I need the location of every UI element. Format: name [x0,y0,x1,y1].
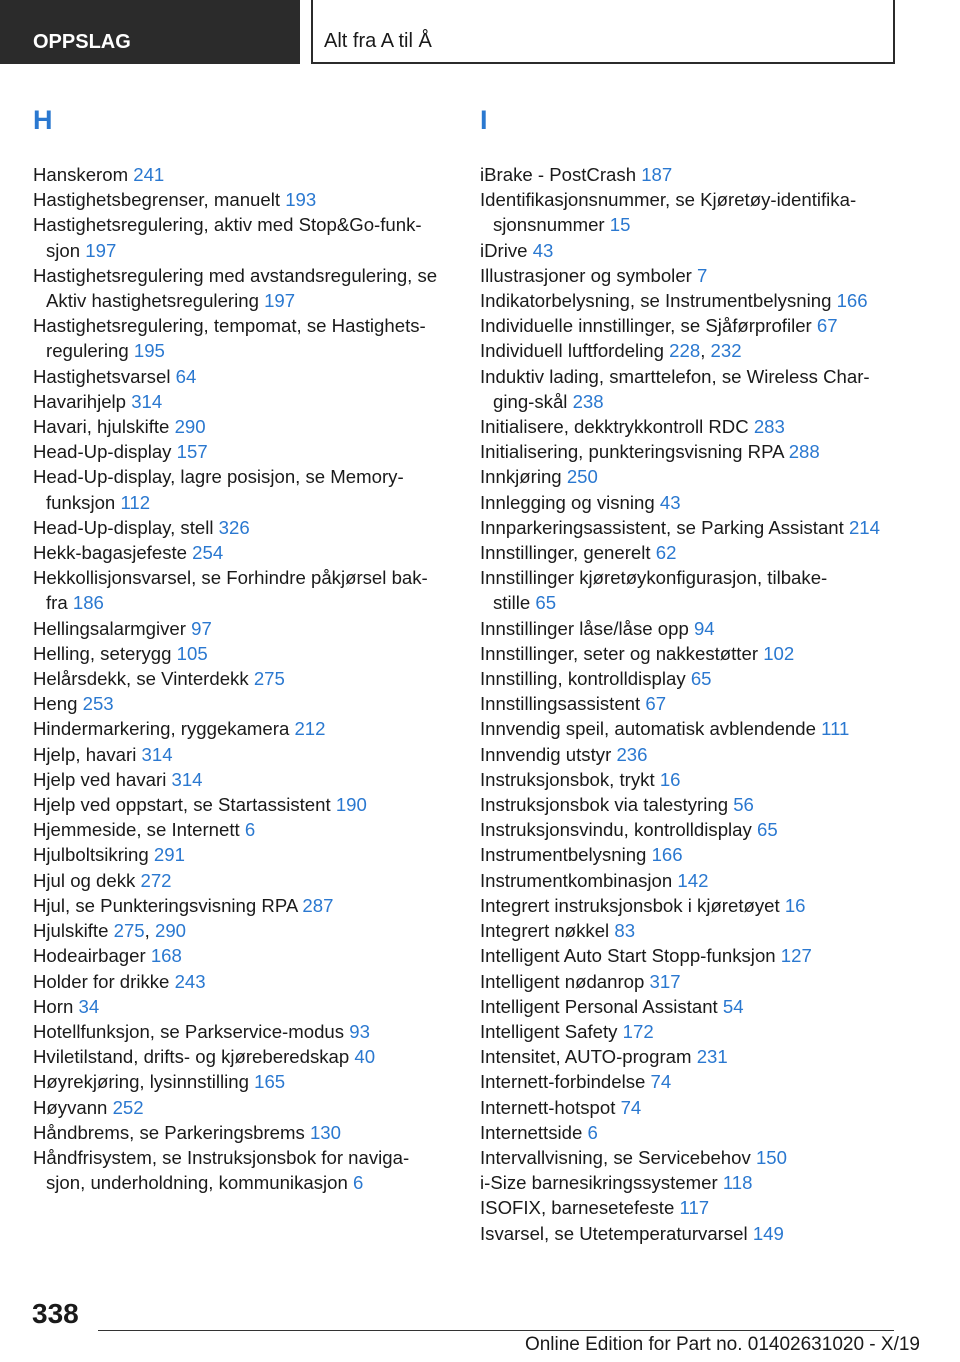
page-link[interactable]: 105 [176,642,208,664]
page-link[interactable]: 193 [285,189,317,211]
page-link[interactable]: 275 [253,668,285,690]
index-entry [480,313,900,338]
index-term: Integrert instruksjonsbok i kjøretøyet [480,894,780,916]
page-link[interactable]: 212 [294,718,326,740]
index-entry [33,1069,463,1094]
index-term: Hjelp ved oppstart, se Startassistent [33,794,331,816]
page-link[interactable]: 166 [836,290,868,312]
index-term: Helårsdekk, se Vinterdekk [33,668,249,690]
page-link[interactable]: 62 [655,542,677,564]
index-term: Hastighetsregulering, tempomat, se Hastighets- [33,315,426,337]
index-term: Instruksjonsbok, trykt [480,768,655,790]
index-entry [33,666,463,691]
index-term: Individuell luftfordeling [480,340,664,362]
page-link[interactable]: 34 [78,995,100,1017]
index-entry [33,414,463,439]
index-term: Høyrekjøring, lysinnstilling [33,1071,249,1093]
index-term: Helling, seterygg [33,642,172,664]
index-term: Instrumentkombinasjon [480,869,673,891]
index-term: Hodeairbager [33,945,146,967]
index-entry [33,994,463,1019]
index-term: Initialisere, dekktrykkontroll RDC [480,416,749,438]
index-term: sjonsnummer [493,214,605,236]
page-link[interactable]: 232 [710,340,742,362]
page-link[interactable]: 112 [120,491,151,513]
index-entry [33,969,463,994]
index-term: Hastighetsregulering, aktiv med Stop&Go-funk- [33,214,422,236]
index-entry [480,187,900,212]
page-link[interactable]: 97 [191,617,212,639]
page-link[interactable]: 74 [650,1071,672,1093]
page-link[interactable]: 67 [816,315,838,337]
page-link[interactable]: 252 [112,1096,144,1118]
index-letter-h: H [33,105,53,135]
index-term: sjon, underholdning, kommunikasjon [46,1172,348,1194]
index-term: Intelligent Safety [480,1020,618,1042]
index-entry [33,792,463,817]
index-entry [33,691,463,716]
index-term: Innstilling, kontrolldisplay [480,668,686,690]
page-link[interactable]: 102 [763,642,795,664]
page-link[interactable]: 15 [609,214,631,236]
index-entry [480,162,900,187]
page-link[interactable]: 6 [352,1172,364,1194]
index-term: Innstillinger kjøretøykonfigurasjon, tilbake- [480,567,828,589]
index-term: iDrive [480,239,528,261]
index-term: Intelligent Personal Assistant [480,995,718,1017]
index-term: regulering [46,340,129,362]
index-term: Innstillinger, seter og nakkestøtter [480,642,759,664]
index-list-i [480,162,900,1246]
index-entry [33,389,463,414]
page-link[interactable]: 165 [254,1071,286,1093]
index-term: Hjulboltsikring [33,844,149,866]
page-link[interactable]: 127 [780,945,812,967]
index-term: ging-skål [493,390,568,412]
page-link[interactable]: 254 [192,542,224,564]
page-link[interactable]: 250 [566,466,598,488]
page-link[interactable]: 54 [722,995,744,1017]
edition-note: Online Edition for Part no. 01402631020 - X/19 [524,1334,920,1355]
page-link[interactable]: 317 [649,970,681,992]
index-entry [33,842,463,867]
index-entry [33,1145,463,1170]
index-entry: Individuell luftfordeling 228, 232 [480,340,742,362]
index-entry [33,742,463,767]
page-link[interactable]: 272 [140,869,172,891]
page-link[interactable]: 111 [821,718,850,740]
index-term: Innlegging og visning [480,491,655,513]
index-entry [480,893,900,918]
index-entry [480,464,900,489]
index-term: Intelligent Auto Start Stopp-funksjon [480,945,776,967]
index-entry [480,590,900,615]
index-entry [33,943,463,968]
index-term: Isvarsel, se Utetemperaturvarsel [480,1222,748,1244]
index-entry [33,1095,463,1120]
page-link[interactable]: 7 [697,264,708,286]
index-entry [480,1120,900,1145]
index-term: Hekk-bagasjefeste [33,542,187,564]
index-term: Hindermarkering, ryggekamera [33,718,290,740]
index-entry [480,1145,900,1170]
index-term: Hviletilstand, drifts- og kjøreberedskap [33,1046,350,1068]
header-tabs [0,0,960,66]
index-term: Internettside [480,1121,583,1143]
index-entry [33,540,463,565]
page-link[interactable]: 197 [264,290,296,312]
index-entry [480,1044,900,1069]
index-entry [33,439,463,464]
footer-divider [98,1330,894,1331]
index-list-h [33,162,463,1195]
index-entry [480,666,900,691]
page-link[interactable]: 326 [218,516,250,538]
page-link[interactable]: 43 [532,239,554,261]
index-term: Head-Up-display, lagre posisjon, se Memory- [33,466,404,488]
index-entry [480,868,900,893]
index-term: Hjulskifte [33,920,109,942]
index-entry [33,1120,463,1145]
page-link[interactable]: 6 [244,819,256,841]
index-term: Holder for drikke [33,970,170,992]
index-entry [480,742,900,767]
index-term: sjon [46,239,81,261]
page-link[interactable]: 118 [722,1172,753,1194]
page-link[interactable]: 56 [733,794,754,816]
index-entry [480,414,900,439]
index-term: Initialisering, punkteringsvisning RPA [480,441,784,463]
index-entry [33,817,463,842]
page-link[interactable]: 275 [113,920,145,942]
index-term: Innstillingsassistent [480,693,641,715]
index-entry [480,767,900,792]
page-link[interactable]: 287 [302,894,334,916]
index-term: Innvendig speil, automatisk avblendende [480,718,816,740]
index-entry [33,515,463,540]
index-term: Identifikasjonsnummer, se Kjøretøy-identifika- [480,189,857,211]
index-letter-i: I [480,105,488,135]
page-link[interactable]: 149 [752,1222,784,1244]
index-term: Head-Up-display, stell [33,516,214,538]
index-column-right [480,104,900,1246]
index-term: Hjul og dekk [33,869,136,891]
page-link[interactable]: 16 [659,768,681,790]
index-term: Intelligent nødanrop [480,970,645,992]
index-term: Heng [33,693,78,715]
page-link[interactable]: 195 [133,340,165,362]
index-term: Havari, hjulskifte [33,416,170,438]
page-link[interactable]: 166 [651,844,683,866]
index-entry [33,338,463,363]
index-entry [480,490,900,515]
index-entry [480,994,900,1019]
page-link[interactable]: 172 [622,1020,654,1042]
index-term: fra [46,592,68,614]
index-entry [480,238,900,263]
index-term: Havarihjelp [33,390,127,412]
index-entry [480,515,900,540]
index-term: Intensitet, AUTO-program [480,1046,692,1068]
index-term: Integrert nøkkel [480,920,610,942]
index-column-left [33,104,463,1195]
index-term: Instrumentbelysning [480,844,647,866]
index-entry [480,691,900,716]
page-link[interactable]: 168 [150,945,182,967]
index-term: Intervallvisning, se Servicebehov [480,1146,751,1168]
page-link[interactable]: 314 [141,743,173,765]
page-link[interactable]: 130 [309,1121,341,1143]
page-link[interactable]: 65 [756,819,778,841]
page-link[interactable]: 186 [72,592,104,614]
page-link[interactable]: 283 [753,416,785,438]
page-link[interactable]: 6 [587,1121,598,1143]
index-entry [480,842,900,867]
index-entry [480,716,900,741]
index-term: Individuelle innstillinger, se Sjåførprofiler [480,315,812,337]
index-entry [33,1170,463,1195]
index-entry [480,1221,900,1246]
index-entry [480,1019,900,1044]
index-term: Hekkollisjonsvarsel, se Forhindre påkjørsel bak- [33,567,428,589]
index-term: Horn [33,995,74,1017]
index-term: Hastighetsvarsel [33,365,171,387]
index-entry [480,969,900,994]
index-entry [33,716,463,741]
index-term: Internett-forbindelse [480,1071,646,1093]
index-entry [480,641,900,666]
index-term: Hastighetsbegrenser, manuelt [33,189,281,211]
page-link[interactable]: 291 [153,844,185,866]
index-entry [480,1069,900,1094]
page-link[interactable]: 214 [848,516,880,538]
index-entry [33,313,463,338]
page-link[interactable]: 236 [616,743,648,765]
page-link[interactable]: 65 [535,592,557,614]
index-term: Induktiv lading, smarttelefon, se Wireless Char- [480,365,870,387]
index-term: Hanskerom [33,164,129,185]
index-entry [33,162,463,187]
page-link[interactable]: 142 [677,869,709,891]
index-entry [480,565,900,590]
index-term: Innvendig utstyr [480,743,612,765]
index-entry [480,1195,900,1220]
index-term: ISOFIX, barnesetefeste [480,1197,675,1219]
page-link[interactable]: 243 [174,970,206,992]
page-link[interactable]: 290 [154,920,187,942]
page-link[interactable]: 94 [693,617,715,639]
index-term: Hellingsalarmgiver [33,617,186,639]
page-link[interactable]: 43 [659,491,681,513]
index-term: Internett-hotspot [480,1096,616,1118]
index-entry [480,943,900,968]
page-link[interactable]: 65 [690,668,712,690]
index-entry [480,288,900,313]
page-link[interactable]: 228 [669,340,701,362]
index-term: Indikatorbelysning, se Instrumentbelysning [480,290,832,312]
page-link[interactable]: 67 [645,693,667,715]
index-entry [480,263,900,288]
index-term: Instruksjonsbok via talestyring [480,794,729,816]
index-entry [33,1044,463,1069]
page-link[interactable]: 40 [354,1046,376,1068]
index-term: Instruksjonsvindu, kontrolldisplay [480,819,752,841]
index-term: Innstillinger låse/låse opp [480,617,689,639]
index-entry [33,868,463,893]
index-term: i-Size barnesikringssystemer [480,1172,718,1194]
section-tab: OPPSLAG [0,0,300,64]
index-term: Innkjøring [480,466,562,488]
index-entry [33,187,463,212]
index-entry [33,212,463,237]
page-link[interactable]: 231 [696,1046,728,1068]
index-entry [33,238,463,263]
index-entry [33,767,463,792]
index-entry [33,288,463,313]
index-entry [33,565,463,590]
index-entry [480,918,900,943]
page-link[interactable]: 150 [755,1146,787,1168]
topic-tab: Alt fra A til Å [311,0,895,64]
index-entry [33,1019,463,1044]
index-term: Hastighetsregulering med avstandsregulering, se [33,264,438,286]
page-link[interactable]: 314 [131,390,163,412]
index-entry [33,263,463,288]
index-term: Hotellfunksjon, se Parkservice-modus [33,1020,345,1042]
page-link[interactable]: 83 [614,920,636,942]
index-entry [480,212,900,237]
index-entry [480,389,900,414]
index-term: funksjon [46,491,116,513]
index-entry [480,364,900,389]
index-term: Aktiv hastighetsregulering [46,290,259,312]
index-entry [33,893,463,918]
index-entry [33,616,463,641]
page-link[interactable]: 16 [784,894,806,916]
index-term: Innparkeringsassistent, se Parking Assistant [480,516,844,538]
index-entry [480,792,900,817]
index-term: Hjemmeside, se Internett [33,819,240,841]
index-term: Illustrasjoner og symboler [480,264,692,286]
page-link[interactable]: 157 [176,441,208,463]
index-term: iBrake - PostCrash [480,164,637,185]
index-entry [480,1170,900,1195]
page-link[interactable]: 290 [174,416,206,438]
page-link[interactable]: 241 [133,164,165,185]
index-term: Head-Up-display [33,441,172,463]
page-link[interactable]: 238 [572,390,604,412]
page-link[interactable]: 117 [679,1197,710,1219]
page-link[interactable]: 253 [82,693,114,715]
page-link[interactable]: 190 [335,794,367,816]
index-term: Hjul, se Punkteringsvisning RPA [33,894,298,916]
page-link[interactable]: 64 [175,365,197,387]
index-entry [33,641,463,666]
page-number: 338 [32,1298,79,1329]
index-term: stille [493,592,531,614]
index-entry: Hjulskifte 275, 290 [33,920,187,942]
index-term: Håndbrems, se Parkeringsbrems [33,1121,305,1143]
page-link[interactable]: 93 [349,1020,370,1042]
index-term: Hjelp, havari [33,743,137,765]
page-link[interactable]: 187 [641,164,673,185]
page-link[interactable]: 197 [85,239,117,261]
index-entry [480,439,900,464]
index-entry [33,364,463,389]
index-term: Hjelp ved havari [33,768,167,790]
index-entry [480,817,900,842]
index-term: Høyvann [33,1096,108,1118]
page-link[interactable]: 74 [620,1096,642,1118]
index-entry [480,616,900,641]
index-entry [33,490,463,515]
index-term: Innstillinger, generelt [480,542,651,564]
page-link[interactable]: 314 [171,768,203,790]
index-term: Håndfrisystem, se Instruksjonsbok for naviga- [33,1146,410,1168]
index-entry [480,1095,900,1120]
page-link[interactable]: 288 [788,441,820,463]
index-entry [480,540,900,565]
index-entry [33,590,463,615]
index-entry [33,464,463,489]
